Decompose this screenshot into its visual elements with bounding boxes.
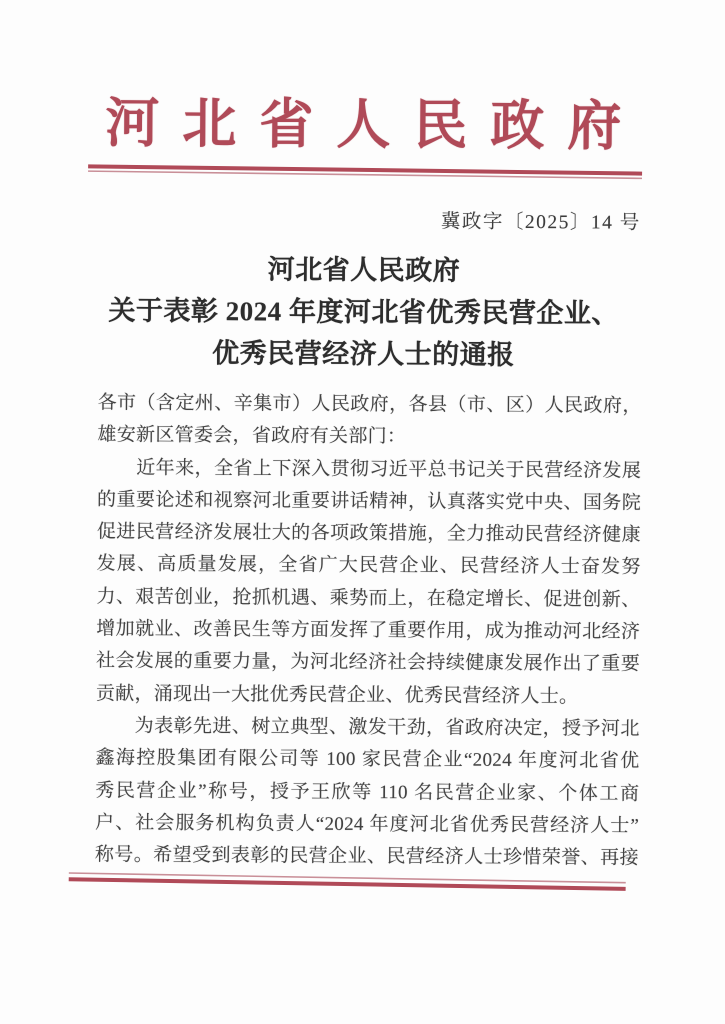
document-title bbox=[1, 247, 725, 377]
body-line: 贡献，涌现出一大批优秀民营企业、优秀民营经济人士。 bbox=[95, 683, 579, 707]
body-line: 近年来，全省上下深入贯彻习近平总书记关于民营经济发展 bbox=[136, 457, 642, 482]
masthead-org-name: 河北省人民政府 bbox=[105, 93, 645, 157]
body-line: 为表彰先进、树立典型、激发干劲，省政府决定，授予河北 bbox=[134, 715, 640, 740]
body-line: 雄安新区管委会，省政府有关部门： bbox=[97, 424, 407, 448]
body-line: 的重要论述和视察河北重要讲话精神，认真落实党中央、国务院 bbox=[97, 489, 642, 514]
title-line: 优秀民营经济人士的通报 bbox=[212, 338, 515, 370]
body-line: 社会发展的重要力量，为河北经济社会持续健康发展作出了重要 bbox=[96, 650, 641, 676]
body-line: 力、艰苦创业，抢抓机遇、乘势而上，在稳定增长、促进创新、 bbox=[96, 586, 641, 611]
masthead-red-rule bbox=[88, 164, 642, 179]
body-line: 户、社会服务机构负责人“2024 年度河北省优秀民营经济人士” bbox=[95, 812, 640, 837]
document-reference-number: 冀政字〔2025〕14 号 bbox=[440, 211, 641, 234]
body-line: 发展、高质量发展，全省广大民营企业、民营经济人士奋发努 bbox=[96, 553, 641, 579]
page-bottom-red-rule bbox=[69, 872, 626, 891]
body-line: 各市（含定州、辛集市）人民政府，各县（市、区）人民政府， bbox=[97, 392, 642, 417]
title-line: 关于表彰 2024 年度河北省优秀民营企业、 bbox=[108, 295, 620, 329]
body-line: 秀民营企业”称号，授予王欣等 110 名民营企业家、个体工商 bbox=[95, 779, 640, 805]
body-line: 增加就业、改善民生等方面发挥了重要作用，成为推动河北经济 bbox=[96, 618, 641, 643]
title-line: 河北省人民政府 bbox=[267, 254, 461, 286]
document-body bbox=[95, 387, 642, 875]
body-line: 鑫海控股集团有限公司等 100 家民营企业“2024 年度河北省优 bbox=[95, 747, 640, 772]
body-line: 促进民营经济发展壮大的各项政策措施，全力推动民营经济健康 bbox=[96, 521, 641, 546]
body-line: 称号。希望受到表彰的民营企业、民营经济人士珍惜荣誉、再接 bbox=[94, 844, 639, 869]
